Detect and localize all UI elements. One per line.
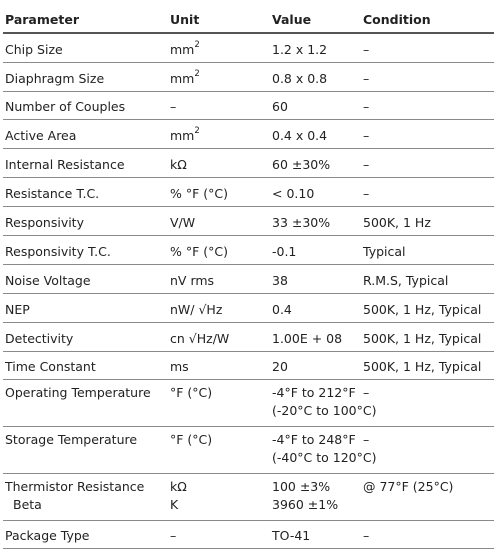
cell-value: 100 ±3% xyxy=(272,479,331,494)
cell-unit-text: nV rms xyxy=(170,273,215,288)
cell-parameter: Time Constant xyxy=(5,359,96,374)
cell-value: -4°F to 248°F xyxy=(272,432,356,447)
table-row xyxy=(3,352,494,380)
cell-unit xyxy=(170,156,187,173)
cell-condition: – xyxy=(363,71,370,86)
cell-unit-text: mm xyxy=(170,128,195,143)
cell-value-sub: 3960 ±1% xyxy=(272,497,339,512)
cell-parameter: NEP xyxy=(5,302,30,317)
cell-value: 60 xyxy=(272,99,288,114)
cell-condition: – xyxy=(363,528,370,543)
cell-parameter: Responsivity T.C. xyxy=(5,244,111,259)
table-row xyxy=(3,63,494,92)
table-row xyxy=(3,521,494,549)
table-header xyxy=(3,6,494,34)
header-value: Value xyxy=(272,12,312,27)
cell-unit-text: °F (°C) xyxy=(170,432,213,447)
cell-value: 60 ±30% xyxy=(272,157,331,172)
cell-parameter: Thermistor Resistance xyxy=(5,479,145,494)
cell-condition: Typical xyxy=(363,244,406,259)
table-row xyxy=(3,380,494,427)
spec-table xyxy=(3,6,494,549)
cell-unit-text: – xyxy=(170,99,177,114)
cell-parameter: Diaphragm Size xyxy=(5,71,105,86)
cell-parameter: Noise Voltage xyxy=(5,273,91,288)
cell-unit-superscript: 2 xyxy=(194,68,200,79)
cell-value: 0.4 xyxy=(272,302,292,317)
cell-unit-superscript: 2 xyxy=(194,39,200,50)
cell-unit xyxy=(170,431,212,448)
cell-parameter: Storage Temperature xyxy=(5,432,138,447)
cell-unit xyxy=(170,301,222,318)
header-unit: Unit xyxy=(170,12,200,27)
cell-condition: 500K, 1 Hz, Typical xyxy=(363,302,482,317)
cell-unit xyxy=(170,243,228,260)
cell-condition: 500K, 1 Hz, Typical xyxy=(363,359,482,374)
cell-condition: – xyxy=(363,186,370,201)
cell-condition: – xyxy=(363,99,370,114)
table-row xyxy=(3,34,494,63)
cell-parameter: Operating Temperature xyxy=(5,385,151,400)
cell-unit xyxy=(170,330,229,347)
cell-unit xyxy=(170,214,195,231)
cell-value: < 0.10 xyxy=(272,186,315,201)
cell-unit xyxy=(170,358,189,375)
cell-condition: – xyxy=(363,385,370,400)
cell-condition: 500K, 1 Hz xyxy=(363,215,431,230)
cell-value: 38 xyxy=(272,273,288,288)
cell-unit-text: V/W xyxy=(170,215,196,230)
table-row xyxy=(3,207,494,236)
table-body xyxy=(3,34,494,549)
cell-parameter: Internal Resistance xyxy=(5,157,125,172)
cell-unit xyxy=(170,478,187,495)
cell-unit-text: % °F (°C) xyxy=(170,186,228,201)
cell-unit-sub: K xyxy=(170,497,179,512)
header-condition: Condition xyxy=(363,12,431,27)
cell-unit-text: kΩ xyxy=(170,479,187,494)
cell-parameter: Detectivity xyxy=(5,331,74,346)
cell-value-sub: (-40°C to 120°C) xyxy=(272,450,377,465)
cell-parameter: Chip Size xyxy=(5,42,63,57)
cell-condition: – xyxy=(363,128,370,143)
table-row xyxy=(3,178,494,207)
table-row xyxy=(3,323,494,352)
cell-unit-superscript: 2 xyxy=(194,125,200,136)
cell-unit-text: cn √Hz/W xyxy=(170,331,230,346)
table-row xyxy=(3,265,494,294)
cell-value: -4°F to 212°F xyxy=(272,385,356,400)
cell-unit-text: nW/ √Hz xyxy=(170,302,223,317)
cell-unit xyxy=(170,185,228,202)
cell-parameter: Package Type xyxy=(5,528,90,543)
cell-unit-text: mm xyxy=(170,71,195,86)
cell-unit-text: % °F (°C) xyxy=(170,244,228,259)
cell-value-sub: (-20°C to 100°C) xyxy=(272,403,377,418)
table-row xyxy=(3,427,494,474)
cell-value: 33 ±30% xyxy=(272,215,331,230)
cell-value: 1.00E + 08 xyxy=(272,331,343,346)
cell-parameter-sub: Beta xyxy=(13,497,42,512)
cell-unit xyxy=(170,127,200,144)
header-parameter: Parameter xyxy=(5,12,79,27)
cell-value: 20 xyxy=(272,359,288,374)
cell-condition: – xyxy=(363,42,370,57)
cell-unit-text: mm xyxy=(170,42,195,57)
cell-condition: 500K, 1 Hz, Typical xyxy=(363,331,482,346)
cell-unit-text: ms xyxy=(170,359,189,374)
cell-parameter: Number of Couples xyxy=(5,99,126,114)
cell-condition: – xyxy=(363,157,370,172)
table-row xyxy=(3,149,494,178)
cell-value: 0.8 x 0.8 xyxy=(272,71,328,86)
table-row xyxy=(3,92,494,120)
cell-value: TO-41 xyxy=(272,528,311,543)
cell-value: 0.4 x 0.4 xyxy=(272,128,328,143)
cell-parameter: Responsivity xyxy=(5,215,84,230)
cell-parameter: Resistance T.C. xyxy=(5,186,100,201)
table-row xyxy=(3,474,494,521)
cell-unit xyxy=(170,384,212,401)
cell-value: -0.1 xyxy=(272,244,297,259)
table-row xyxy=(3,294,494,323)
cell-unit xyxy=(170,272,214,289)
cell-condition: – xyxy=(363,432,370,447)
table-row xyxy=(3,120,494,149)
cell-value: 1.2 x 1.2 xyxy=(272,42,328,57)
cell-unit xyxy=(170,41,200,58)
cell-unit xyxy=(170,98,176,115)
cell-condition: @ 77°F (25°C) xyxy=(363,479,454,494)
cell-parameter: Active Area xyxy=(5,128,77,143)
table-row xyxy=(3,236,494,265)
cell-condition: R.M.S, Typical xyxy=(363,273,449,288)
cell-unit-text: °F (°C) xyxy=(170,385,213,400)
cell-unit-text: kΩ xyxy=(170,157,187,172)
cell-unit-text: – xyxy=(170,528,177,543)
cell-unit xyxy=(170,70,200,87)
